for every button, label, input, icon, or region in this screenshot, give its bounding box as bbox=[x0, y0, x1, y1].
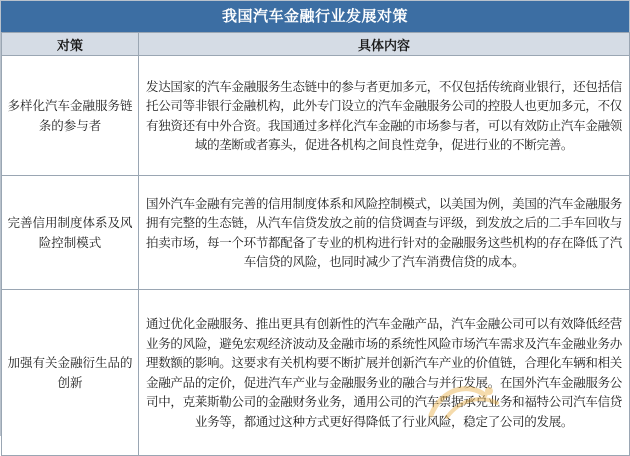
table-row bbox=[2, 290, 630, 456]
content-cell: 国外汽车金融有完善的信用制度体系和风险控制模式，以美国为例，美国的汽车金融服务拥有完整的生态链，从汽车信贷发放之前的信贷调查与评级，到发放之后的二手车回收与拍卖市场，每一个环节都配备了专业的机构进行针对的金融服务这些机构的存在降低了汽车信贷的风险，也同时减少了汽车消费信贷的成本。 bbox=[139, 176, 630, 290]
strategy-cell: 加强有关金融衍生品的创新 bbox=[2, 290, 139, 456]
strategy-cell: 完善信用制度体系及风险控制模式 bbox=[2, 176, 139, 290]
table-row bbox=[2, 176, 630, 290]
table-row bbox=[2, 56, 630, 176]
table-header-row bbox=[2, 33, 630, 56]
header-strategy: 对策 bbox=[2, 33, 139, 56]
content-cell: 发达国家的汽车金融服务生态链中的参与者更加多元，不仅包括传统商业银行，还包括信托公司等非银行金融机构，此外专门设立的汽车金融服务公司的控股人也更加多元，不仅有独资还有中外合资。我国通过多样化汽车金融的市场参与者，可以有效防止汽车金融领域的垄断或者寡头，促进各机构之间良性竞争，促进行业的不断完善。 bbox=[139, 56, 630, 176]
header-content: 具体内容 bbox=[139, 33, 630, 56]
strategy-table bbox=[1, 32, 630, 456]
content-cell: 通过优化金融服务、推出更具有创新性的汽车金融产品，汽车金融公司可以有效降低经营业务的风险，避免宏观经济波动及金融市场的系统性风险市场汽车需求及汽车金融业务办理数额的影响。这要求有关机构要不断扩展并创新汽车产业的价值链，合理化车辆和相关金融产品的定价，促进汽车产业与金融服务业的融合与并行发展。在国外汽车金融服务公司中，克莱斯勒公司的金融财务业务，通用公司的汽车票据承兑业务和福特公司汽车信贷业务等，都通过这种方式更好得降低了行业风险，稳定了公司的发展。 bbox=[139, 290, 630, 456]
strategy-cell: 多样化汽车金融服务链条的参与者 bbox=[2, 56, 139, 176]
table-title: 我国汽车金融行业发展对策 bbox=[1, 1, 629, 32]
